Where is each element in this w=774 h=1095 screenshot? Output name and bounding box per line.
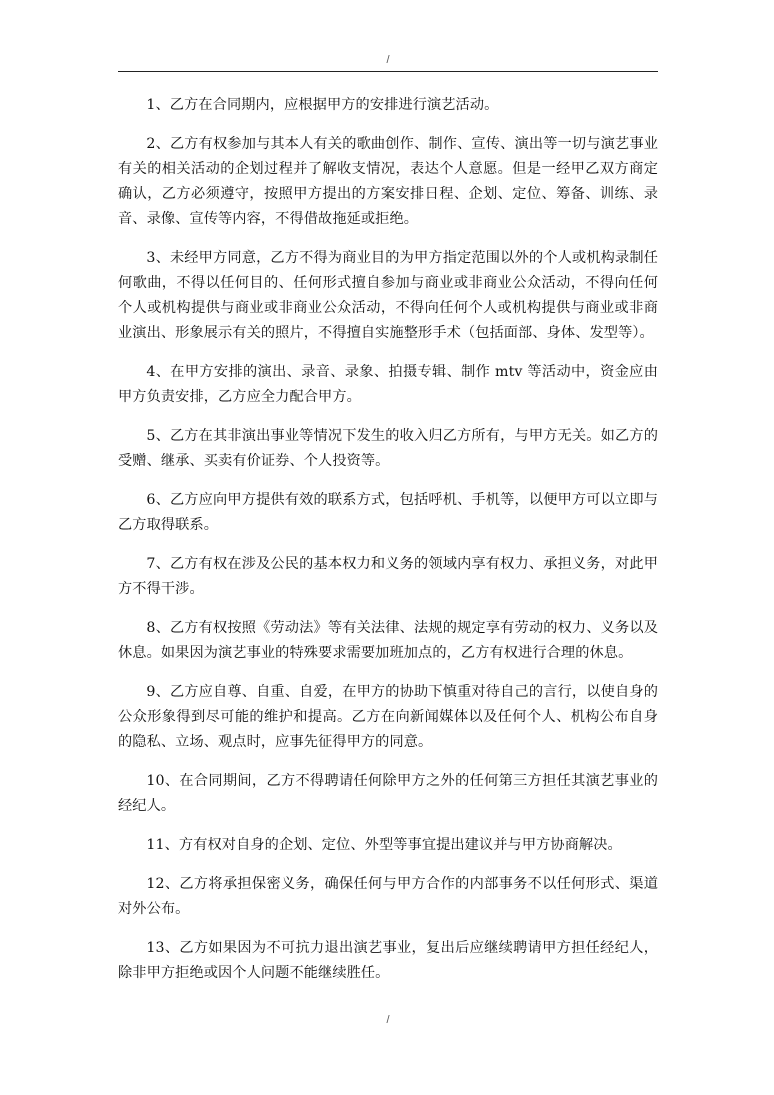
clause-13: 13、乙方如果因为不可抗力退出演艺事业，复出后应继续聘请甲方担任经纪人，除非甲方拒绝或因个人问题不能继续胜任。 [118, 940, 658, 981]
clause-1: 1、乙方在合同期内，应根据甲方的安排进行演艺活动。 [146, 97, 499, 113]
clause-4: 4、在甲方安排的演出、录音、录象、拍摄专辑、制作 mtv 等活动中，资金应由甲方负责安排，乙方应全力配合甲方。 [118, 364, 658, 405]
clause-7: 7、乙方有权在涉及公民的基本权力和义务的领域内享有权力、承担义务，对此甲方不得干涉。 [118, 556, 658, 597]
clause-11: 11、方有权对自身的企划、定位、外型等事宜提出建议并与甲方协商解决。 [146, 837, 622, 853]
clause-3: 3、未经甲方同意，乙方不得为商业目的为甲方指定范围以外的个人或机构录制任何歌曲，不得以任何目的、任何形式擅自参加与商业或非商业公众活动，不得向任何个人或机构提供与商业或非商业公众活动，不得向任何个人或机构提供与商业或非商业演出、形象展示有关的照片，不得擅自实施整形手术（包括面部、身体、发型等）。 [118, 250, 658, 341]
header-mark: / [386, 54, 390, 66]
clause-9: 9、乙方应自尊、自重、自爱，在甲方的协助下慎重对待自己的言行，以使自身的公众形象得到尽可能的维护和提高。乙方在向新闻媒体以及任何个人、机构公布自身的隐私、立场、观点时，应事先征得甲方的同意。 [118, 684, 658, 750]
clause-5: 5、乙方在其非演出事业等情况下发生的收入归乙方所有，与甲方无关。如乙方的受赠、继承、买卖有价证券、个人投资等。 [118, 428, 658, 469]
clause-6: 6、乙方应向甲方提供有效的联系方式，包括呼机、手机等，以便甲方可以立即与乙方取得联系。 [118, 492, 658, 533]
page-header [118, 54, 658, 72]
clause-10: 10、在合同期间，乙方不得聘请任何除甲方之外的任何第三方担任其演艺事业的经纪人。 [118, 773, 658, 814]
clause-2: 2、乙方有权参加与其本人有关的歌曲创作、制作、宣传、演出等一切与演艺事业有关的相关活动的企划过程并了解收支情况，表达个人意愿。但是一经甲乙双方商定确认，乙方必须遵守，按照甲方提出的方案安排日程、企划、定位、筹备、训练、录音、录像、宣传等内容，不得借故拖延或拒绝。 [118, 136, 658, 227]
footer-mark: / [386, 1014, 390, 1026]
clause-8: 8、乙方有权按照《劳动法》等有关法律、法规的规定享有劳动的权力、义务以及休息。如果因为演艺事业的特殊要求需要加班加点的，乙方有权进行合理的休息。 [118, 620, 658, 661]
clause-12: 12、乙方将承担保密义务，确保任何与甲方合作的内部事务不以任何形式、渠道对外公布。 [118, 876, 658, 917]
document-body [118, 93, 658, 1000]
header-divider [118, 71, 658, 72]
